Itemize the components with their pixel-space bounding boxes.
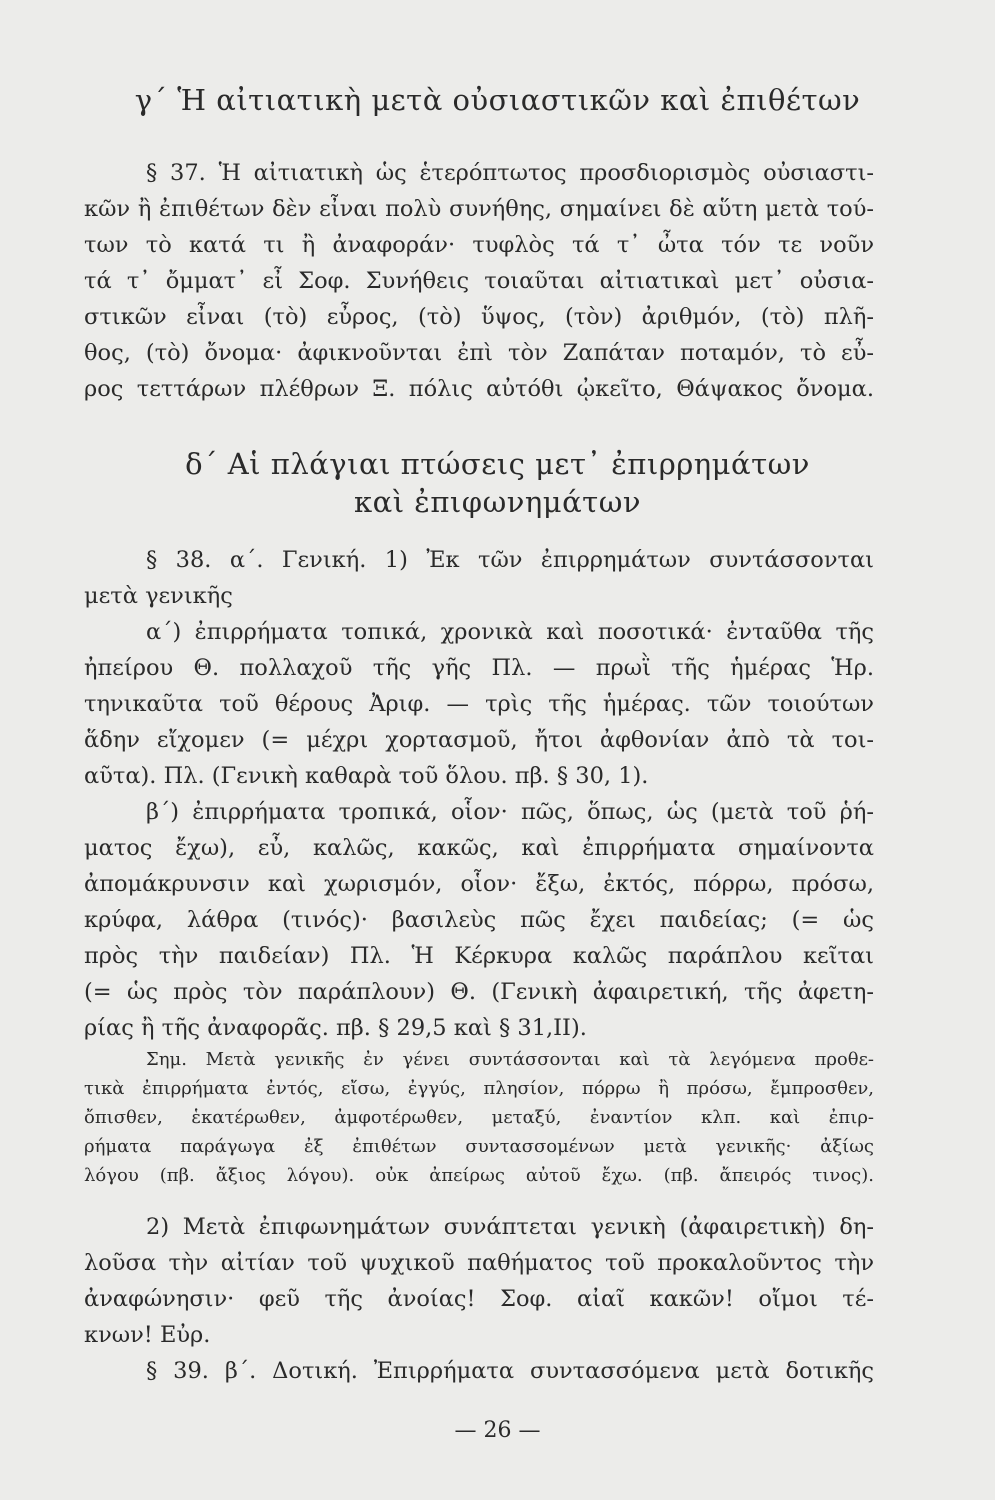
note-line: τικὰ ἐπιρρήματα ἐντός, εἴσω, ἐγγύς, πλησίον, πόρρω ἢ πρόσω, ἔμπροσθεν, bbox=[84, 1078, 874, 1099]
text-line: των τὸ κατά τι ἢ ἀναφοράν· τυφλὸς τά τ᾽ ὦτα τόν τε νοῦν bbox=[84, 232, 874, 258]
text-line: λοῦσα τὴν αἰτίαν τοῦ ψυχικοῦ παθήματος τοῦ προκαλοῦντος τὴν bbox=[84, 1250, 874, 1276]
text-line: ἅδην εἴχομεν (= μέχρι χορτασμοῦ, ἤτοι ἀφθονίαν ἀπὸ τὰ τοι- bbox=[84, 727, 874, 753]
section-heading-gamma: γ΄ Ἡ αἰτιατικὴ μετὰ οὐσιαστικῶν καὶ ἐπιθέτων bbox=[134, 83, 861, 117]
page-number: — 26 — bbox=[454, 1418, 541, 1443]
text-line: (= ὡς πρὸς τὸν παράπλουν) Θ. (Γενικὴ ἀφαιρετική, τῆς ἀφετη- bbox=[84, 979, 874, 1005]
text-line: θος, (τὸ) ὄνομα· ἀφικνοῦνται ἐπὶ τὸν Ζαπάταν ποταμόν, τὸ εὖ- bbox=[84, 340, 874, 366]
text-line: κρύφα, λάθρα (τινός)· βασιλεὺς πῶς ἔχει παιδείας; (= ὡς bbox=[84, 907, 874, 933]
note-line: λόγου (πβ. ἄξιος λόγου). οὐκ ἀπείρως αὐτοῦ ἔχω. (πβ. ἄπειρός τινος). bbox=[84, 1165, 874, 1186]
text-line: § 37. Ἡ αἰτιατικὴ ὡς ἑτερόπτωτος προσδιορισμὸς οὐσιαστι- bbox=[146, 160, 874, 186]
text-line: § 38. α΄. Γενική. 1) Ἐκ τῶν ἐπιρρημάτων συντάσσονται bbox=[146, 547, 874, 573]
text-line: ρίας ἢ τῆς ἀναφορᾶς. πβ. § 29,5 καὶ § 31,II). bbox=[84, 1015, 587, 1041]
text-line: ματος ἔχω), εὖ, καλῶς, κακῶς, καὶ ἐπιρρήματα σημαίνοντα bbox=[84, 835, 874, 861]
text-line: αῦτα). Πλ. (Γενικὴ καθαρὰ τοῦ ὅλου. πβ. § 30, 1). bbox=[84, 763, 649, 789]
text-line: στικῶν εἶναι (τὸ) εὖρος, (τὸ) ὕψος, (τὸν) ἀριθμόν, (τὸ) πλῆ- bbox=[84, 304, 874, 330]
text-line: κῶν ἢ ἐπιθέτων δὲν εἶναι πολὺ συνήθης, σημαίνει δὲ αὕτη μετὰ τού- bbox=[84, 196, 874, 222]
note-line: Σημ. Μετὰ γενικῆς ἐν γένει συντάσσονται καὶ τὰ λεγόμενα προθε- bbox=[146, 1049, 874, 1070]
text-line: τηνικαῦτα τοῦ θέρους Ἀριφ. — τρὶς τῆς ἡμέρας. τῶν τοιούτων bbox=[84, 691, 874, 717]
text-line: β΄) ἐπιρρήματα τροπικά, οἷον· πῶς, ὅπως, ὡς (μετὰ τοῦ ῥή- bbox=[146, 799, 874, 825]
text-line: 2) Μετὰ ἐπιφωνημάτων συνάπτεται γενικὴ (ἀφαιρετικὴ) δη- bbox=[146, 1214, 874, 1240]
text-line: μετὰ γενικῆς bbox=[84, 583, 233, 609]
note-line: ρήματα παράγωγα ἐξ ἐπιθέτων συντασσομένων μετὰ γενικῆς· ἀξίως bbox=[84, 1136, 874, 1157]
text-line: ἀπομάκρυνσιν καὶ χωρισμόν, οἷον· ἔξω, ἐκτός, πόρρω, πρόσω, bbox=[84, 871, 874, 897]
text-line: ρος τεττάρων πλέθρων Ξ. πόλις αὐτόθι ᾠκεῖτο, Θάψακος ὄνομα. bbox=[84, 376, 874, 402]
text-line: § 39. β΄. Δοτική. Ἐπιρρήματα συντασσόμενα μετὰ δοτικῆς bbox=[146, 1358, 874, 1384]
note-line: ὄπισθεν, ἑκατέρωθεν, ἀμφοτέρωθεν, μεταξύ, ἐναντίον κλπ. καὶ ἐπιρ- bbox=[84, 1107, 874, 1128]
text-line: πρὸς τὴν παιδείαν) Πλ. Ἡ Κέρκυρα καλῶς παράπλου κεῖται bbox=[84, 943, 874, 969]
text-line: α΄) ἐπιρρήματα τοπικά, χρονικὰ καὶ ποσοτικά· ἐνταῦθα τῆς bbox=[146, 619, 874, 645]
section-heading-delta-line1: δ΄ Αἱ πλάγιαι πτώσεις μετ᾽ ἐπιρρημάτων bbox=[185, 447, 810, 481]
text-line: τά τ᾽ ὄμματ᾽ εἶ Σοφ. Συνήθεις τοιαῦται αἰτιατικαὶ μετ᾽ οὐσια- bbox=[84, 268, 874, 294]
section-heading-delta-line2: καὶ ἐπιφωνημάτων bbox=[354, 485, 641, 519]
text-line: ἠπείρου Θ. πολλαχοῦ τῆς γῆς Πλ. — πρωῒ τῆς ἡμέρας Ἡρ. bbox=[84, 655, 874, 681]
text-line: κνων! Εὐρ. bbox=[84, 1322, 211, 1348]
text-line: ἀναφώνησιν· φεῦ τῆς ἀνοίας! Σοφ. αἰαῖ κακῶν! οἴμοι τέ- bbox=[84, 1286, 874, 1312]
